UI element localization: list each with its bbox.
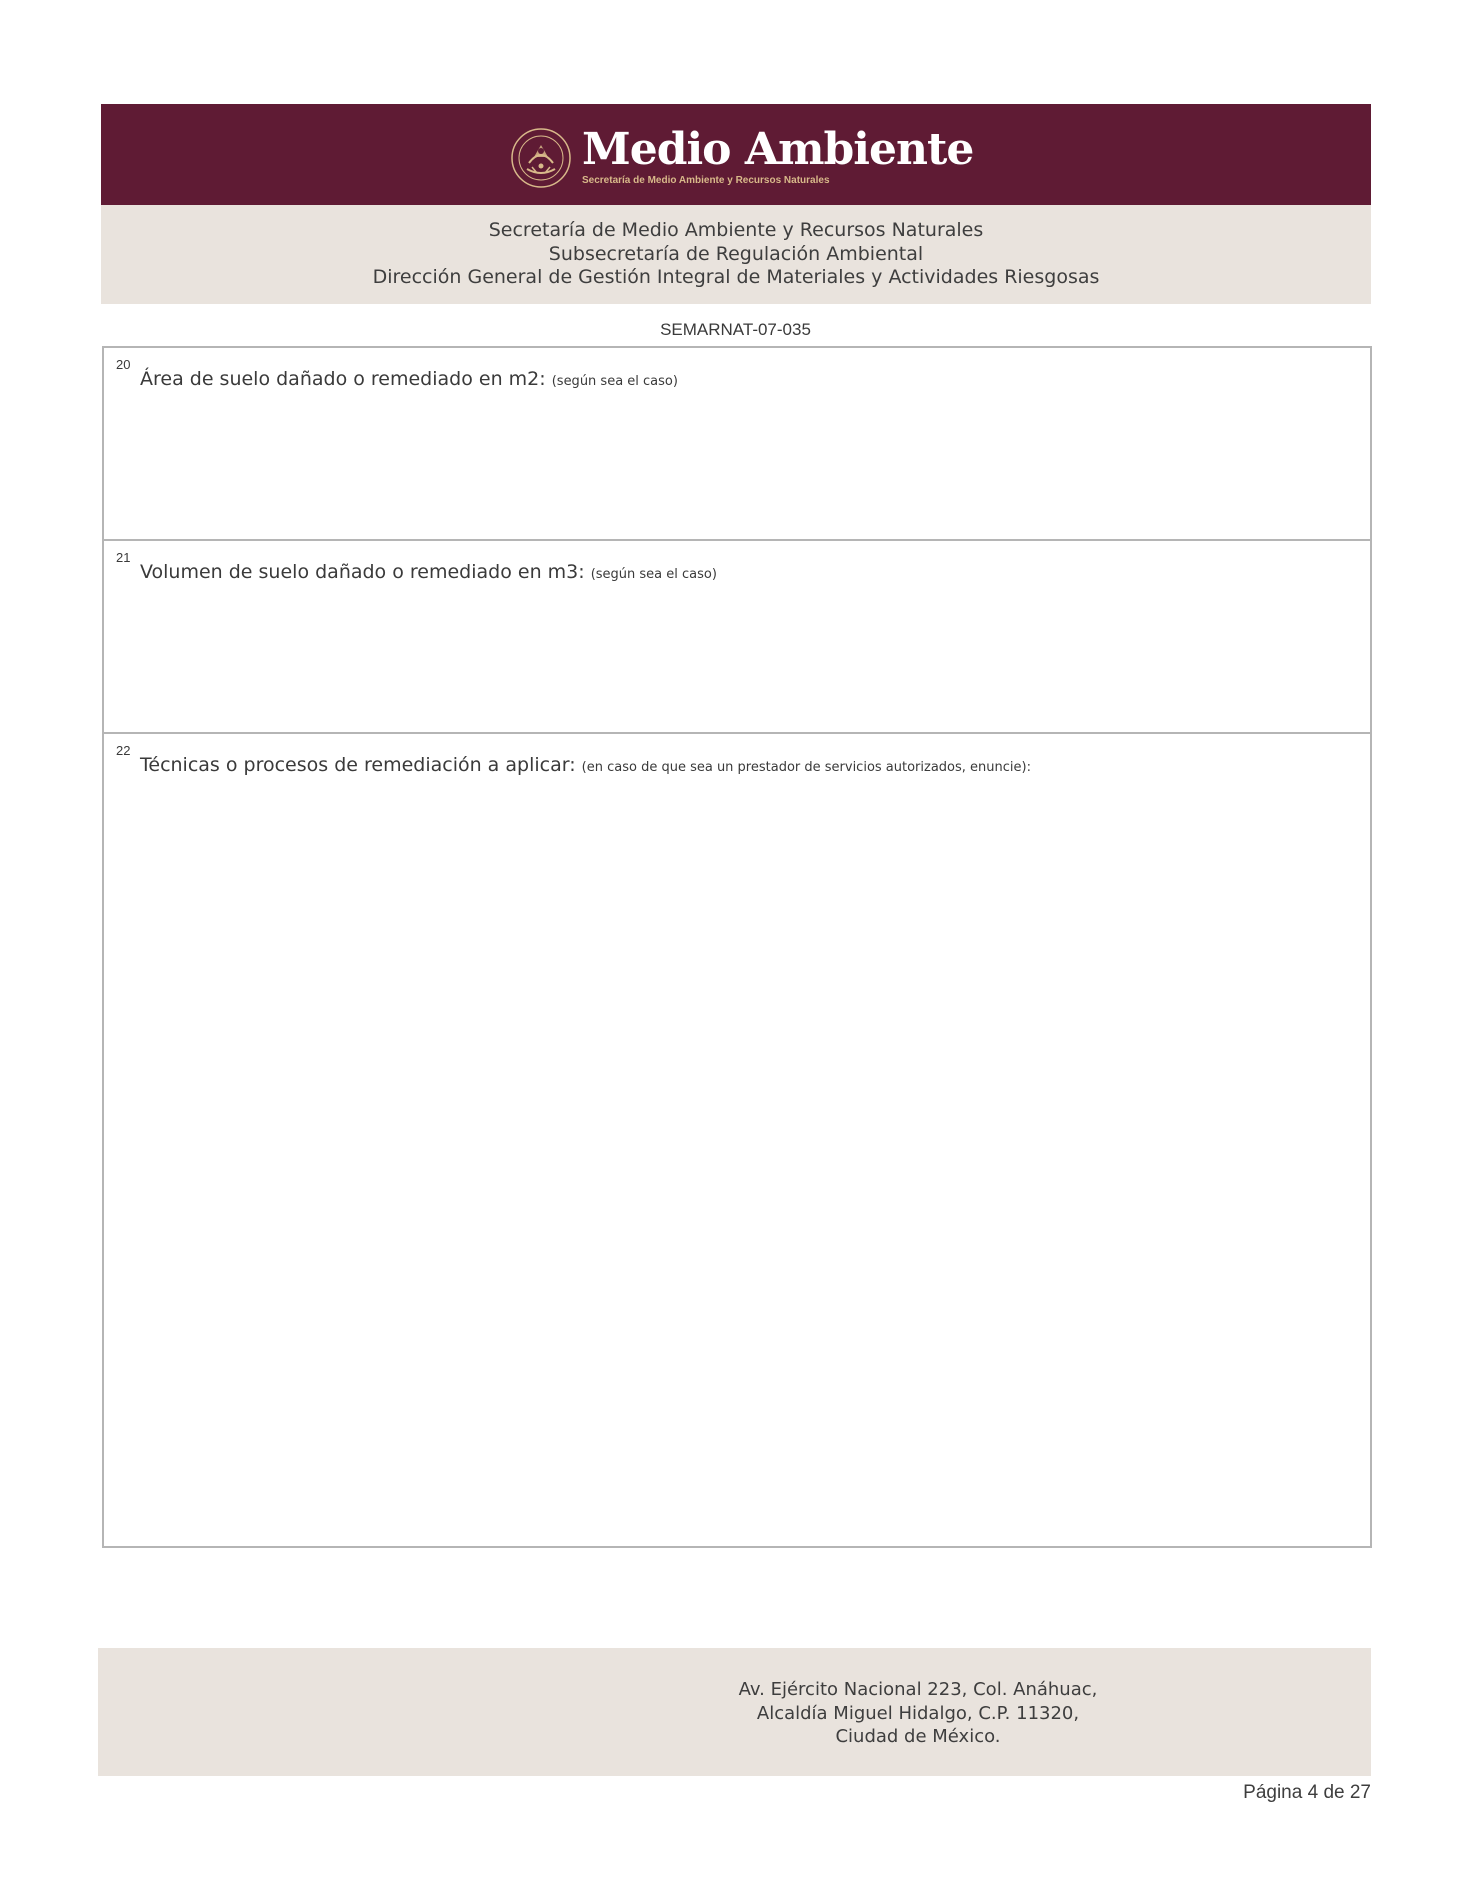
mexico-coat-of-arms-icon — [510, 127, 572, 189]
address-line-3: Ciudad de México. — [835, 1726, 1001, 1747]
field-tecnicas-remediacion[interactable] — [104, 734, 1370, 1546]
agency-line-3: Dirección General de Gestión Integral de Materiales y Actividades Riesgosas — [372, 266, 1100, 288]
page-number: Página 4 de 27 — [1243, 1782, 1371, 1803]
brand-title: Medio Ambiente — [582, 124, 974, 175]
field-number: 22 — [116, 743, 131, 758]
footer-band — [98, 1648, 1371, 1776]
agency-band — [101, 205, 1371, 304]
field-label — [140, 561, 717, 583]
brand-subtitle: Secretaría de Medio Ambiente y Recursos Naturales — [582, 175, 830, 186]
form-code: SEMARNAT-07-035 — [660, 320, 811, 339]
field-area-suelo[interactable] — [104, 348, 1370, 541]
field-volumen-suelo[interactable] — [104, 541, 1370, 734]
field-label — [140, 754, 1031, 776]
field-label-text: Área de suelo dañado o remediado en m2: — [140, 368, 546, 390]
field-label-text: Técnicas o procesos de remediación a aplicar: — [140, 754, 576, 776]
header-banner — [101, 104, 1371, 205]
field-note: (según sea el caso) — [551, 374, 678, 389]
form-box — [102, 346, 1372, 1548]
field-number: 20 — [116, 357, 131, 372]
field-label-text: Volumen de suelo dañado o remediado en m3: — [140, 561, 585, 583]
address-line-2: Alcaldía Miguel Hidalgo, C.P. 11320, — [756, 1702, 1080, 1724]
footer-address — [618, 1678, 1218, 1749]
agency-line-1: Secretaría de Medio Ambiente y Recursos Naturales — [488, 219, 984, 241]
field-note: (según sea el caso) — [590, 567, 717, 582]
brand-logo — [510, 124, 974, 188]
field-number: 21 — [116, 550, 131, 565]
address-line-1: Av. Ejército Nacional 223, Col. Anáhuac, — [738, 1679, 1098, 1700]
field-note: (en caso de que sea un prestador de servicios autorizados, enuncie): — [581, 760, 1031, 775]
agency-line-2: Subsecretaría de Regulación Ambiental — [548, 242, 924, 265]
field-label — [140, 368, 678, 390]
